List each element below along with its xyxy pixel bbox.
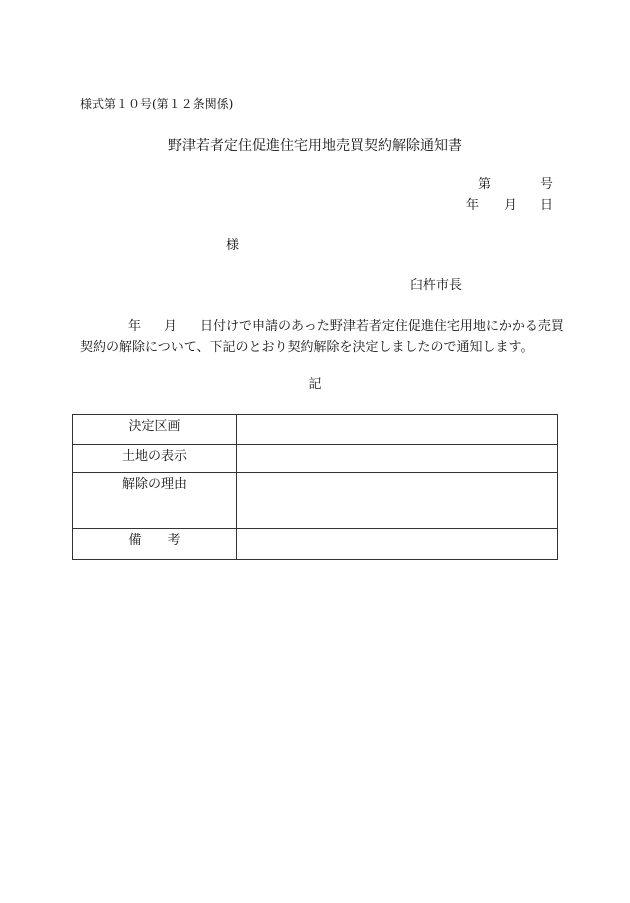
table-row — [73, 445, 558, 473]
cancellation-reason-label: 解除の理由 — [73, 473, 237, 529]
table-row — [73, 529, 558, 560]
body-text-line-1: 日付けで申請のあった野津若者定住促進住宅用地にかかる売買 — [200, 319, 564, 334]
land-description-value — [237, 445, 558, 473]
issue-date-day: 日 — [540, 198, 554, 213]
document-number-suffix: 号 — [540, 177, 554, 192]
issue-date-month: 月 — [504, 198, 518, 213]
remarks-value — [237, 529, 558, 560]
body-date-year: 年 — [128, 319, 142, 334]
document-number-prefix: 第 — [478, 177, 492, 192]
record-table — [72, 414, 558, 560]
form-number: 様式第１０号(第１２条関係) — [80, 97, 234, 111]
body-text-line-2: 契約の解除について、下記のとおり契約解除を決定しましたので通知します。 — [80, 340, 534, 355]
table-row — [73, 473, 558, 529]
document-title: 野津若者定住促進住宅用地売買契約解除通知書 — [168, 138, 462, 154]
decided-lot-label: 決定区画 — [73, 415, 237, 445]
sender-name: 臼杵市長 — [410, 278, 463, 293]
table-row — [73, 415, 558, 445]
remarks-label: 備 考 — [73, 529, 237, 560]
body-date-month: 月 — [164, 319, 178, 334]
cancellation-reason-value — [237, 473, 558, 529]
ki-heading: 記 — [308, 377, 322, 392]
decided-lot-value — [237, 415, 558, 445]
addressee-honorific: 様 — [226, 238, 240, 253]
issue-date-year: 年 — [466, 198, 480, 213]
land-description-label: 土地の表示 — [73, 445, 237, 473]
